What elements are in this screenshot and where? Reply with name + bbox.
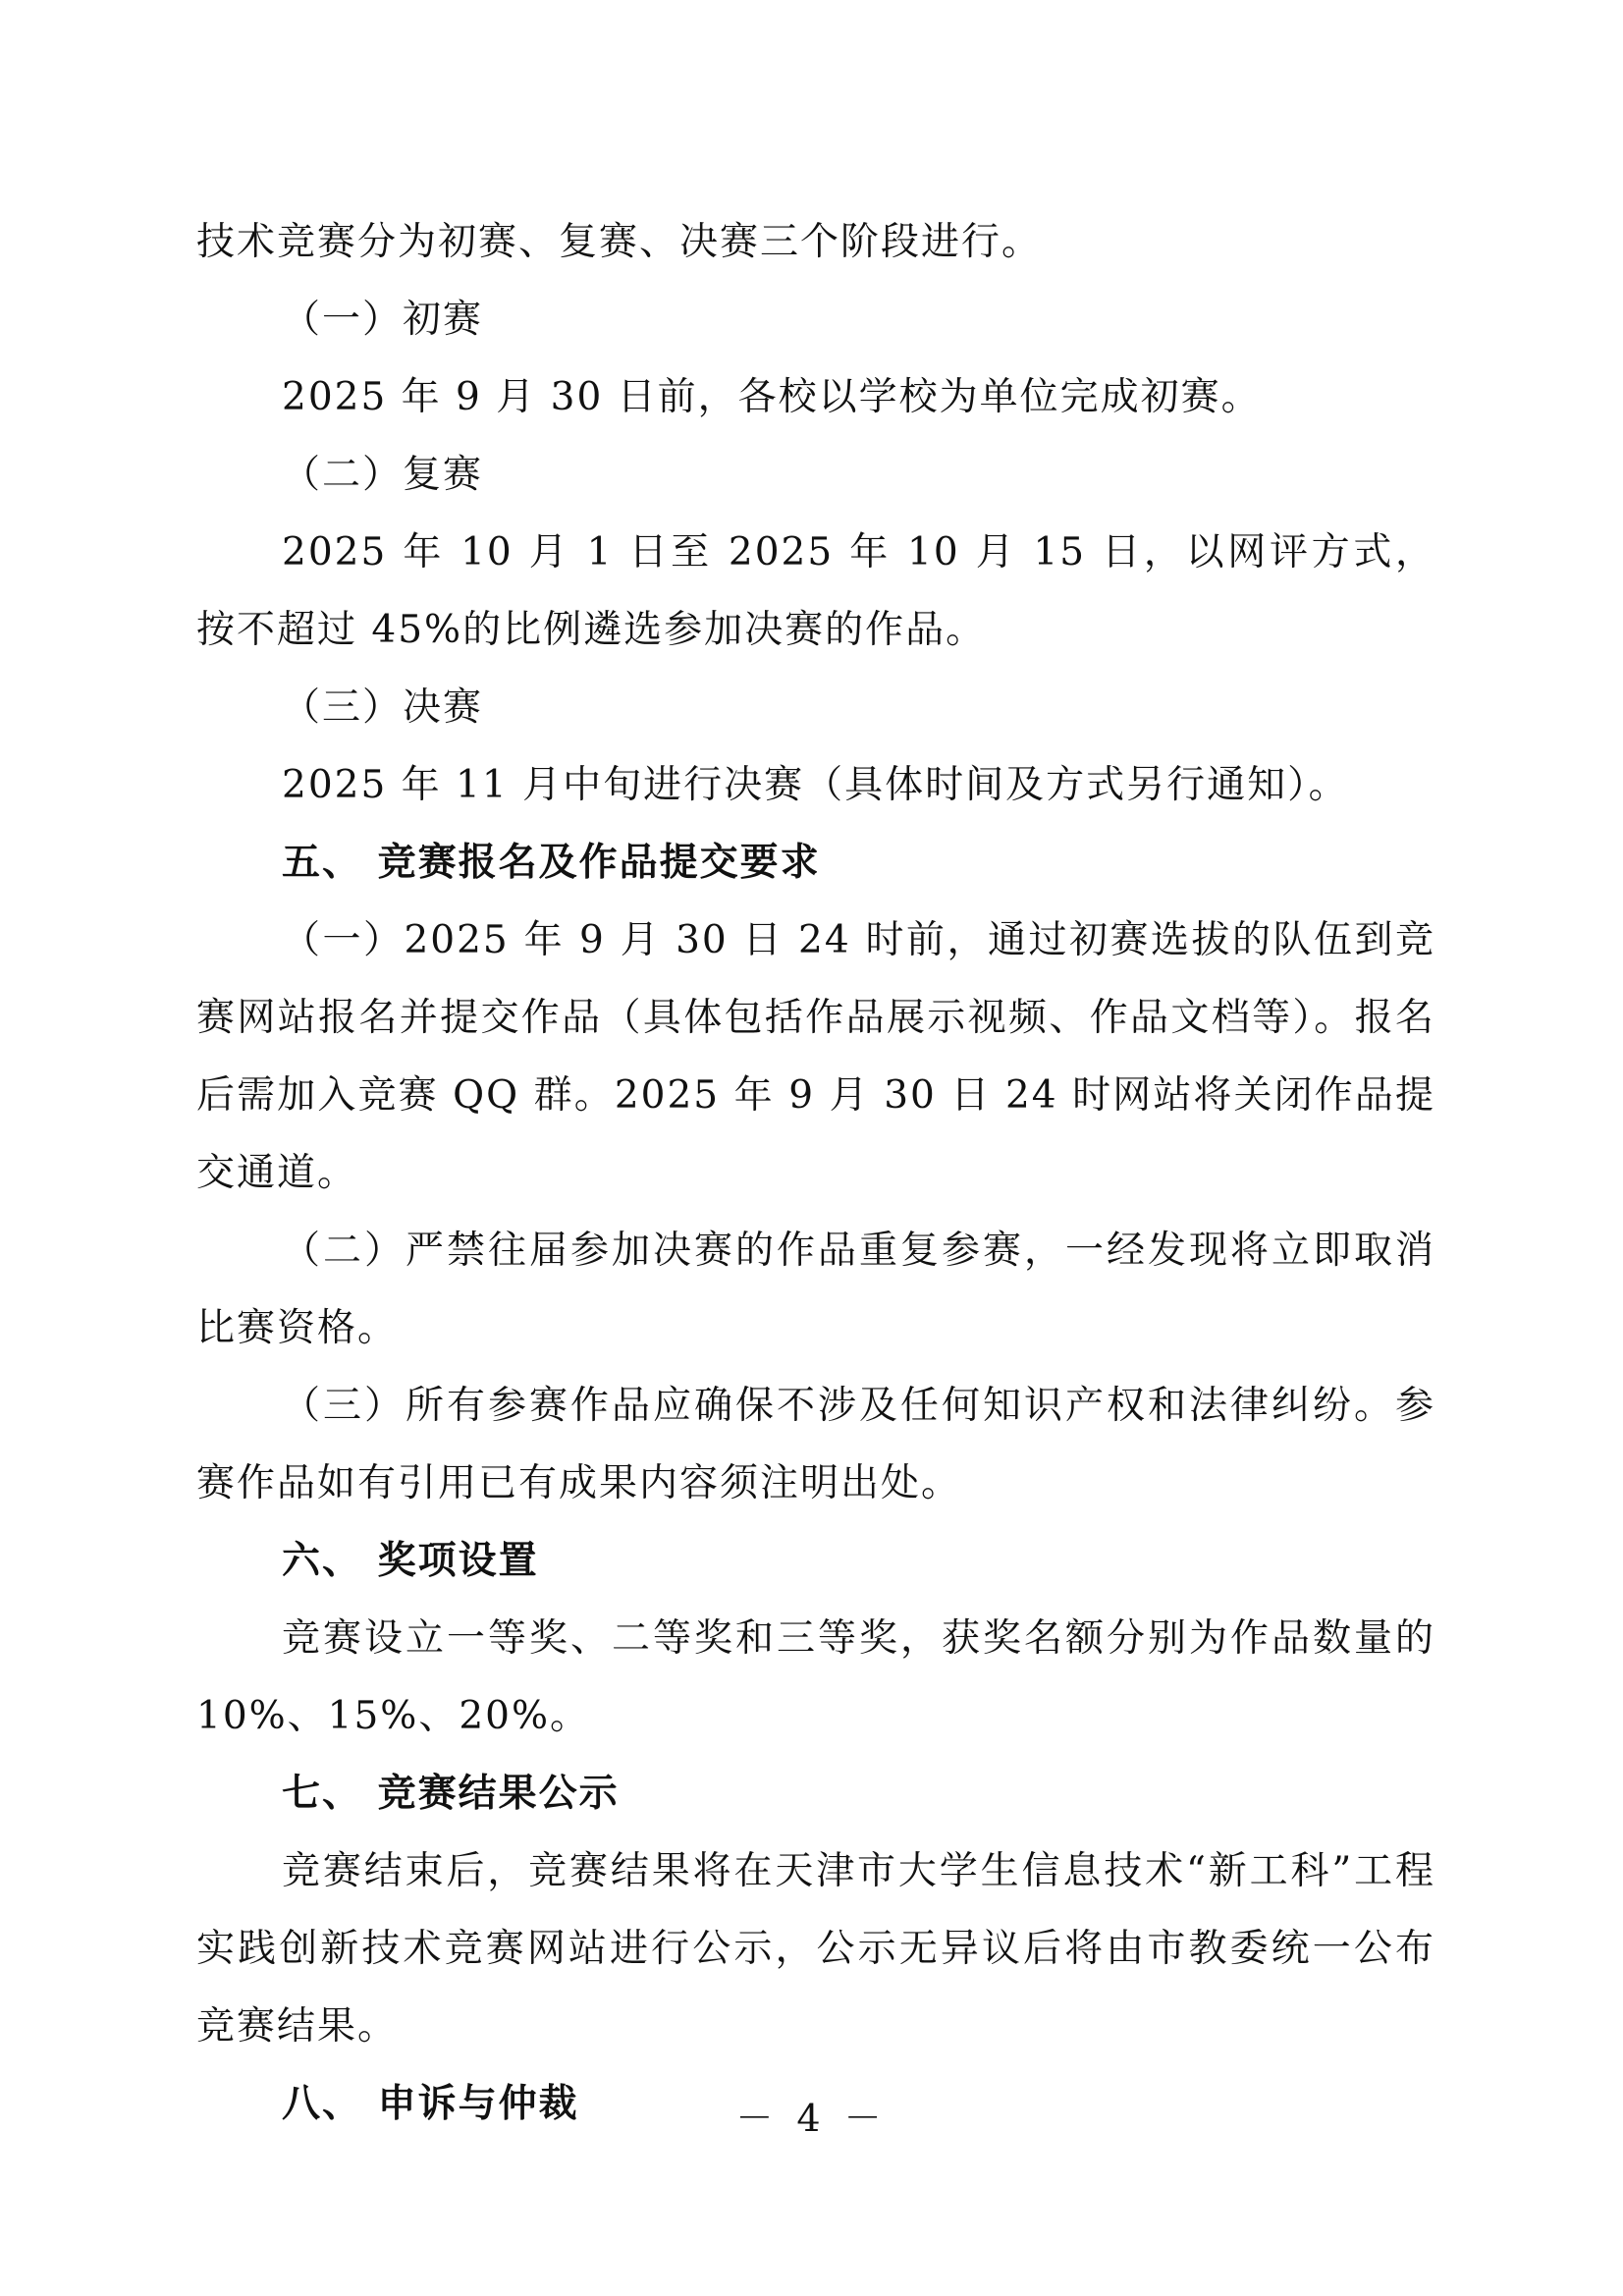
- section-heading-appeals: 八、 申诉与仲裁: [282, 2082, 579, 2126]
- paragraph-preliminary-date: 2025 年 9 月 30 日前，各校以学校为单位完成初赛。: [282, 375, 1262, 419]
- paragraph-registration-deadline: （一）2025 年 9 月 30 日 24 时前，通过初赛选拔的队伍到竞赛网站报名并提交作品（具体包括作品展示视频、作品文档等）。报名后需加入竞赛 QQ 群。2025 年 9 月 30 日 24 时网站将关闭作品提交通道。: [196, 918, 1435, 1195]
- paragraph-results-publication: 竞赛结束后，竞赛结果将在天津市大学生信息技术“新工科”工程实践创新技术竞赛网站进行公示，公示无异议后将由市教委统一公布竞赛结果。: [196, 1849, 1435, 2049]
- paragraph-intellectual-property: （三）所有参赛作品应确保不涉及任何知识产权和法律纠纷。参赛作品如有引用已有成果内容须注明出处。: [196, 1384, 1435, 1505]
- paragraph-stages-intro: 技术竞赛分为初赛、复赛、决赛三个阶段进行。: [196, 220, 1043, 264]
- paragraph-semifinal-date: 2025 年 10 月 1 日至 2025 年 10 月 15 日，以网评方式，按不超过 45%的比例遴选参加决赛的作品。: [196, 530, 1435, 652]
- subheading-final: （三）决赛: [282, 685, 484, 730]
- subheading-semifinal: （二）复赛: [282, 453, 484, 497]
- paragraph-final-date: 2025 年 11 月中旬进行决赛（具体时间及方式另行通知）。: [282, 763, 1349, 807]
- paragraph-award-ratios: 竞赛设立一等奖、二等奖和三等奖，获奖名额分别为作品数量的 10%、15%、20%。: [196, 1616, 1435, 1738]
- section-heading-awards: 六、 奖项设置: [282, 1539, 539, 1583]
- subheading-preliminary: （一）初赛: [282, 298, 484, 342]
- section-heading-registration: 五、 竞赛报名及作品提交要求: [282, 841, 821, 885]
- document-body: [196, 203, 1435, 2143]
- paragraph-no-repeat-entries: （二）严禁往届参加决赛的作品重复参赛，一经发现将立即取消比赛资格。: [196, 1229, 1435, 1350]
- section-heading-results: 七、 竞赛结果公示: [282, 1772, 620, 1816]
- page-number: － 4 －: [735, 2097, 888, 2140]
